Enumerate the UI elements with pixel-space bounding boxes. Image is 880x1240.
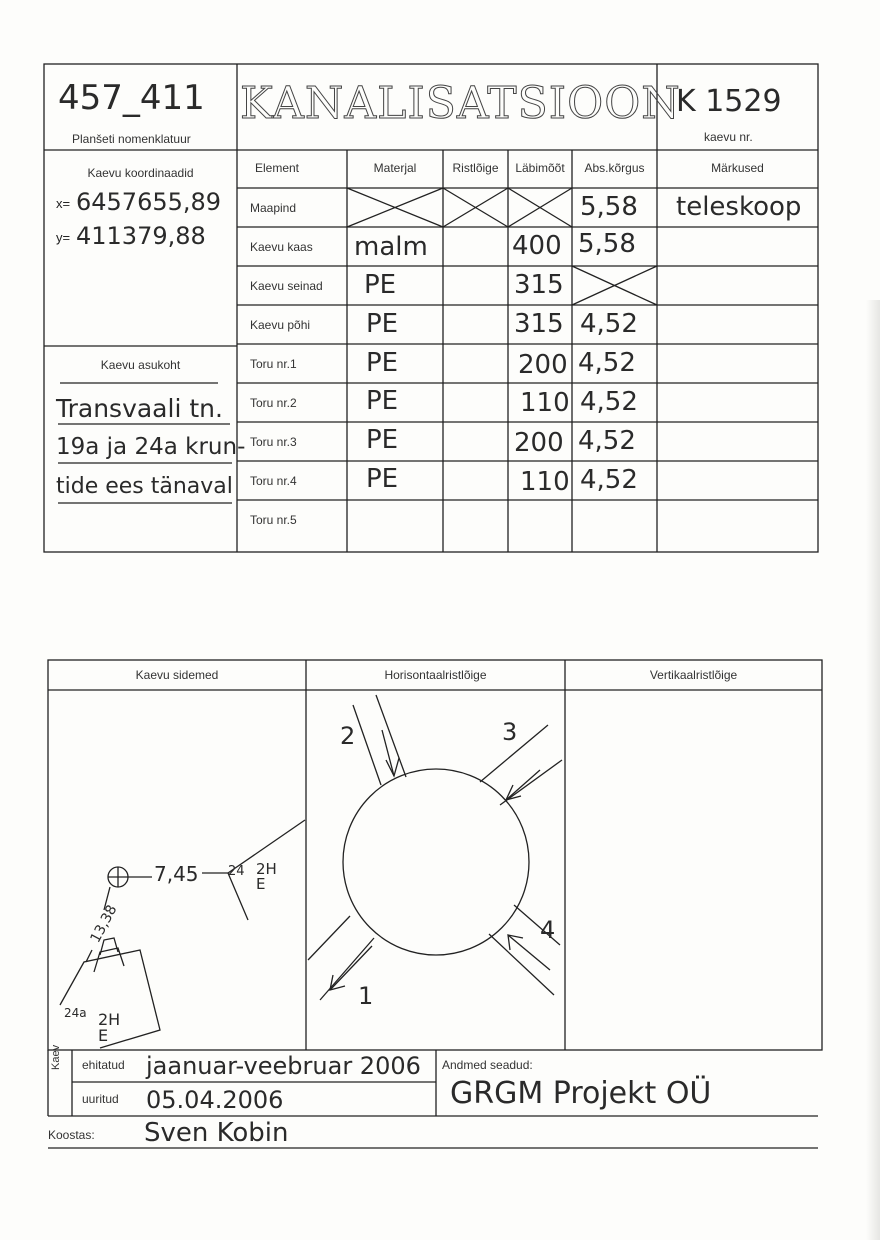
well-number-value: K 1529 [676,84,782,119]
row-diameter: 315 [514,309,564,339]
row-material: PE [366,425,399,455]
data-value: GRGM Projekt OÜ [450,1076,712,1111]
building-2-letters: 2H E [98,1010,121,1045]
pipe-label-4: 4 [540,916,556,944]
location-line-3: tide ees tänaval [56,474,233,499]
compiler-label: Koostas: [48,1128,95,1142]
header-abs-height: Abs.kõrgus [584,161,645,175]
row-diameter: 315 [514,270,564,300]
compiler-value: Sven Kobin [144,1118,289,1148]
row-element: Kaevu põhi [250,318,311,332]
tie-distance-2: 13,38 [87,902,121,946]
row-diameter: 110 [520,388,570,418]
built-label: ehitatud [82,1058,125,1072]
row-abs: 4,52 [578,426,636,456]
row-element: Kaevu seinad [250,279,323,293]
data-label: Andmed seadud: [442,1058,533,1072]
pipe-label-1: 1 [358,982,374,1010]
row-element: Toru nr.5 [250,513,297,527]
pipe-label-3: 3 [502,718,518,746]
row-material: PE [366,348,399,378]
row-diameter: 400 [512,231,562,261]
location-label: Kaevu asukoht [100,358,181,372]
row-abs: 4,52 [580,309,638,339]
row-diameter: 200 [518,350,568,380]
row-material: PE [366,386,399,416]
row-material: PE [364,270,397,300]
header-material: Materjal [373,161,417,175]
building-1-number: 24 [228,864,245,879]
row-element: Toru nr.1 [250,357,297,371]
tie-distance-1: 7,45 [154,862,199,886]
header-element: Element [254,161,300,175]
row-abs: 5,58 [578,229,636,259]
building-1-letters: 2H E [256,860,277,893]
y-coordinate: 411379,88 [76,222,206,250]
x-prefix: x= [56,196,71,211]
header-notes: Märkused [711,161,764,175]
row-diameter: 110 [520,467,570,497]
row-element: Toru nr.2 [250,396,297,410]
built-value: jaanuar-veebruar 2006 [146,1052,421,1080]
well-number-label: kaevu nr. [704,130,753,144]
location-line-1: Transvaali tn. [56,394,223,423]
row-element: Maapind [250,201,297,215]
row-element: Kaevu kaas [250,240,313,254]
building-2-number: 24a [64,1006,87,1020]
row-material: PE [366,309,399,339]
nomenclature-label: Planšeti nomenklatuur [72,132,191,146]
row-material: malm [354,232,428,262]
nomenclature-value: 457_411 [58,78,205,118]
header-cross-section: Ristlõige [452,161,499,175]
row-material: PE [366,464,399,494]
surveyed-value: 05.04.2006 [146,1086,284,1114]
row-notes: teleskoop [676,192,802,222]
vertical-section-label: Vertikaalristlõige [649,668,738,682]
row-abs: 4,52 [578,348,636,378]
location-line-2: 19a ja 24a krun- [56,434,246,460]
row-abs: 4,52 [580,387,638,417]
row-element: Toru nr.4 [250,474,297,488]
ties-label: Kaevu sidemed [135,668,219,682]
page-title: KANALISATSIOON [240,78,681,129]
header-diameter: Läbimõõt [515,161,565,175]
x-coordinate: 6457655,89 [76,188,222,216]
row-abs: 4,52 [580,465,638,495]
horizontal-section-label: Horisontaalristlõige [384,668,487,682]
row-abs: 5,58 [580,192,638,222]
footer-side-label: Kaev [50,1044,62,1070]
row-diameter: 200 [514,428,564,458]
row-element: Toru nr.3 [250,435,297,449]
surveyed-label: uuritud [82,1092,119,1106]
coordinates-label: Kaevu koordinaadid [87,166,194,180]
y-prefix: y= [56,230,71,245]
pipe-label-2: 2 [340,722,356,750]
